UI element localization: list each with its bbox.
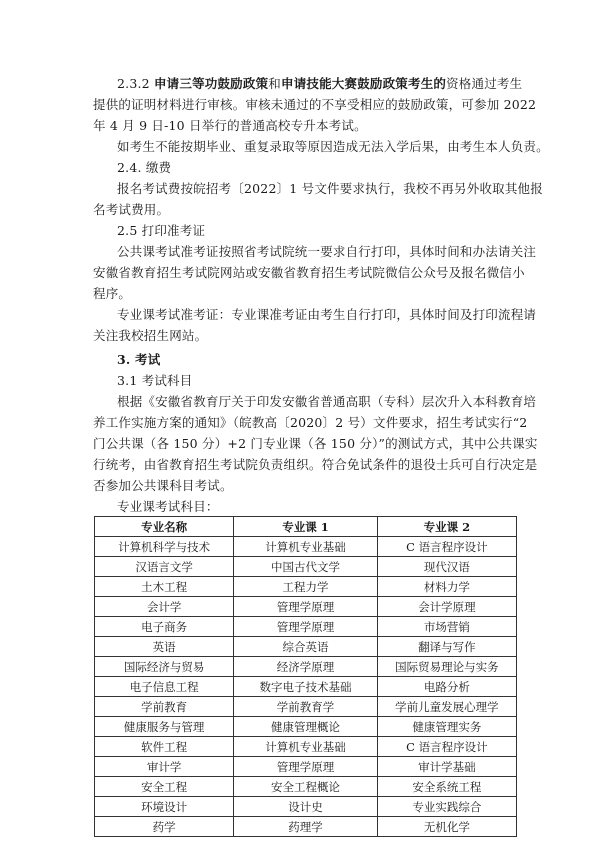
cell-major: 英语 bbox=[95, 637, 234, 657]
cell-course-2: 翻译与写作 bbox=[377, 637, 516, 657]
cell-major: 安全工程 bbox=[95, 777, 234, 797]
cell-course-1: 数字电子技术基础 bbox=[234, 677, 377, 697]
exam-text-line-1: 根据《安徽省教育厅关于印发安徽省普通高职（专科）层次升入本科教育培 bbox=[117, 394, 537, 409]
cell-major: 软件工程 bbox=[95, 737, 234, 757]
table-header-row bbox=[95, 517, 517, 537]
cell-course-2: C 语言程序设计 bbox=[377, 737, 516, 757]
line-rest: 资格通过考生 bbox=[446, 76, 523, 91]
cell-course-2: 健康管理实务 bbox=[377, 717, 516, 737]
table-row bbox=[95, 677, 517, 697]
cell-course-1: 管理学原理 bbox=[234, 597, 377, 617]
cell-course-1: 健康管理概论 bbox=[234, 717, 377, 737]
table-row bbox=[95, 817, 517, 837]
heading-2-4: 2.4. 缴费 bbox=[117, 160, 172, 175]
cell-major: 审计学 bbox=[95, 757, 234, 777]
cell-course-2: 审计学基础 bbox=[377, 757, 516, 777]
cell-course-2: 无机化学 bbox=[377, 817, 516, 837]
cell-course-2: 专业实践综合 bbox=[377, 797, 516, 817]
major-ticket-line-2: 关注我校招生网站。 bbox=[93, 328, 208, 343]
cell-course-1: 综合英语 bbox=[234, 637, 377, 657]
table-row bbox=[95, 717, 517, 737]
table-row bbox=[95, 777, 517, 797]
table-row bbox=[95, 697, 517, 717]
cell-course-2: 现代汉语 bbox=[377, 557, 516, 577]
table-row bbox=[95, 797, 517, 817]
table-row bbox=[95, 537, 517, 557]
cell-course-1: 经济学原理 bbox=[234, 657, 377, 677]
table-row bbox=[95, 737, 517, 757]
cell-major: 计算机科学与技术 bbox=[95, 537, 234, 557]
cell-course-1: 设计史 bbox=[234, 797, 377, 817]
cell-course-1: 学前教育学 bbox=[234, 697, 377, 717]
paragraph-2-3-2-line-3: 年 4 月 9 日-10 日举行的普通高校专升本考试。 bbox=[93, 118, 367, 133]
bold-policy-2: 申请技能大赛鼓励政策考生的 bbox=[281, 76, 447, 91]
cell-major: 药学 bbox=[95, 817, 234, 837]
cell-course-2: 材料力学 bbox=[377, 577, 516, 597]
paragraph-2-3-2-line-2: 提供的证明材料进行审核。审核未通过的不享受相应的鼓励政策，可参加 2022 bbox=[93, 97, 537, 112]
cell-major: 汉语言文学 bbox=[95, 557, 234, 577]
fee-line-2: 名考试费用。 bbox=[93, 202, 170, 217]
table-row bbox=[95, 577, 517, 597]
column-header-course-1: 专业课 1 bbox=[234, 517, 377, 537]
exam-text-line-5: 否参加公共课科目考试。 bbox=[93, 478, 233, 493]
cell-major: 健康服务与管理 bbox=[95, 717, 234, 737]
cell-major: 电子商务 bbox=[95, 617, 234, 637]
admission-ticket-line-1: 公共课考试准考证按照省考试院统一要求自行打印，具体时间和办法请关注 bbox=[117, 244, 537, 259]
admission-ticket-line-2: 安徽省教育招生考试院网站或安徽省教育招生考试院微信公众号及报名微信小 bbox=[93, 265, 525, 280]
bold-policy-1: 申请三等功鼓励政策 bbox=[153, 76, 269, 91]
cell-course-1: 计算机专业基础 bbox=[234, 737, 377, 757]
exam-text-line-2: 养工作实施方案的通知》（皖教高〔2020〕2 号）文件要求，招生考试实行“2 bbox=[93, 415, 528, 430]
major-ticket-line-1: 专业课考试准考证：专业课准考证由考生自行打印，具体时间及打印流程请 bbox=[117, 307, 537, 322]
cell-course-1: 安全工程概论 bbox=[234, 777, 377, 797]
cell-course-2: 学前儿童发展心理学 bbox=[377, 697, 516, 717]
cell-course-1: 工程力学 bbox=[234, 577, 377, 597]
admission-ticket-line-3: 程序。 bbox=[93, 286, 132, 301]
cell-course-1: 中国古代文学 bbox=[234, 557, 377, 577]
cell-major: 环境设计 bbox=[95, 797, 234, 817]
fee-line-1: 报名考试费按皖招考〔2022〕1 号文件要求执行，我校不再另外收取其他报 bbox=[117, 181, 543, 196]
cell-course-1: 管理学原理 bbox=[234, 617, 377, 637]
heading-3-1: 3.1 考试科目 bbox=[117, 373, 193, 388]
section-number: 2.3.2 bbox=[117, 76, 154, 91]
cell-course-1: 药理学 bbox=[234, 817, 377, 837]
heading-2-5: 2.5 打印准考证 bbox=[117, 223, 206, 238]
exam-text-line-4: 行统考，由省教育招生考试院负责组织。符合免试条件的退役士兵可自行决定是 bbox=[93, 457, 538, 472]
cell-course-2: 安全系统工程 bbox=[377, 777, 516, 797]
cell-course-2: 国际贸易理论与实务 bbox=[377, 657, 516, 677]
column-header-course-2: 专业课 2 bbox=[377, 517, 516, 537]
cell-course-2: C 语言程序设计 bbox=[377, 537, 516, 557]
table-row bbox=[95, 617, 517, 637]
table-intro: 专业课考试科目： bbox=[117, 499, 219, 514]
table-row bbox=[95, 597, 517, 617]
cell-course-2: 会计学原理 bbox=[377, 597, 516, 617]
exam-text-line-3: 门公共课（各 150 分）+2 门专业课（各 150 分）”的测试方式，其中公共课实 bbox=[93, 436, 538, 451]
column-header-major: 专业名称 bbox=[95, 517, 234, 537]
cell-course-2: 电路分析 bbox=[377, 677, 516, 697]
cell-major: 电子信息工程 bbox=[95, 677, 234, 697]
paragraph-2-3-2-line-1 bbox=[117, 76, 522, 92]
table-row bbox=[95, 637, 517, 657]
paragraph-responsibility: 如考生不能按期毕业、重复录取等原因造成无法入学后果，由考生本人负责。 bbox=[117, 139, 549, 154]
cell-course-2: 市场营销 bbox=[377, 617, 516, 637]
connector-text: 和 bbox=[268, 76, 281, 91]
cell-course-1: 管理学原理 bbox=[234, 757, 377, 777]
table-row bbox=[95, 757, 517, 777]
cell-major: 土木工程 bbox=[95, 577, 234, 597]
exam-subjects-table bbox=[94, 516, 517, 837]
cell-major: 国际经济与贸易 bbox=[95, 657, 234, 677]
table-row bbox=[95, 557, 517, 577]
table-row bbox=[95, 657, 517, 677]
cell-course-1: 计算机专业基础 bbox=[234, 537, 377, 557]
cell-major: 学前教育 bbox=[95, 697, 234, 717]
cell-major: 会计学 bbox=[95, 597, 234, 617]
heading-3: 3. 考试 bbox=[117, 352, 161, 367]
